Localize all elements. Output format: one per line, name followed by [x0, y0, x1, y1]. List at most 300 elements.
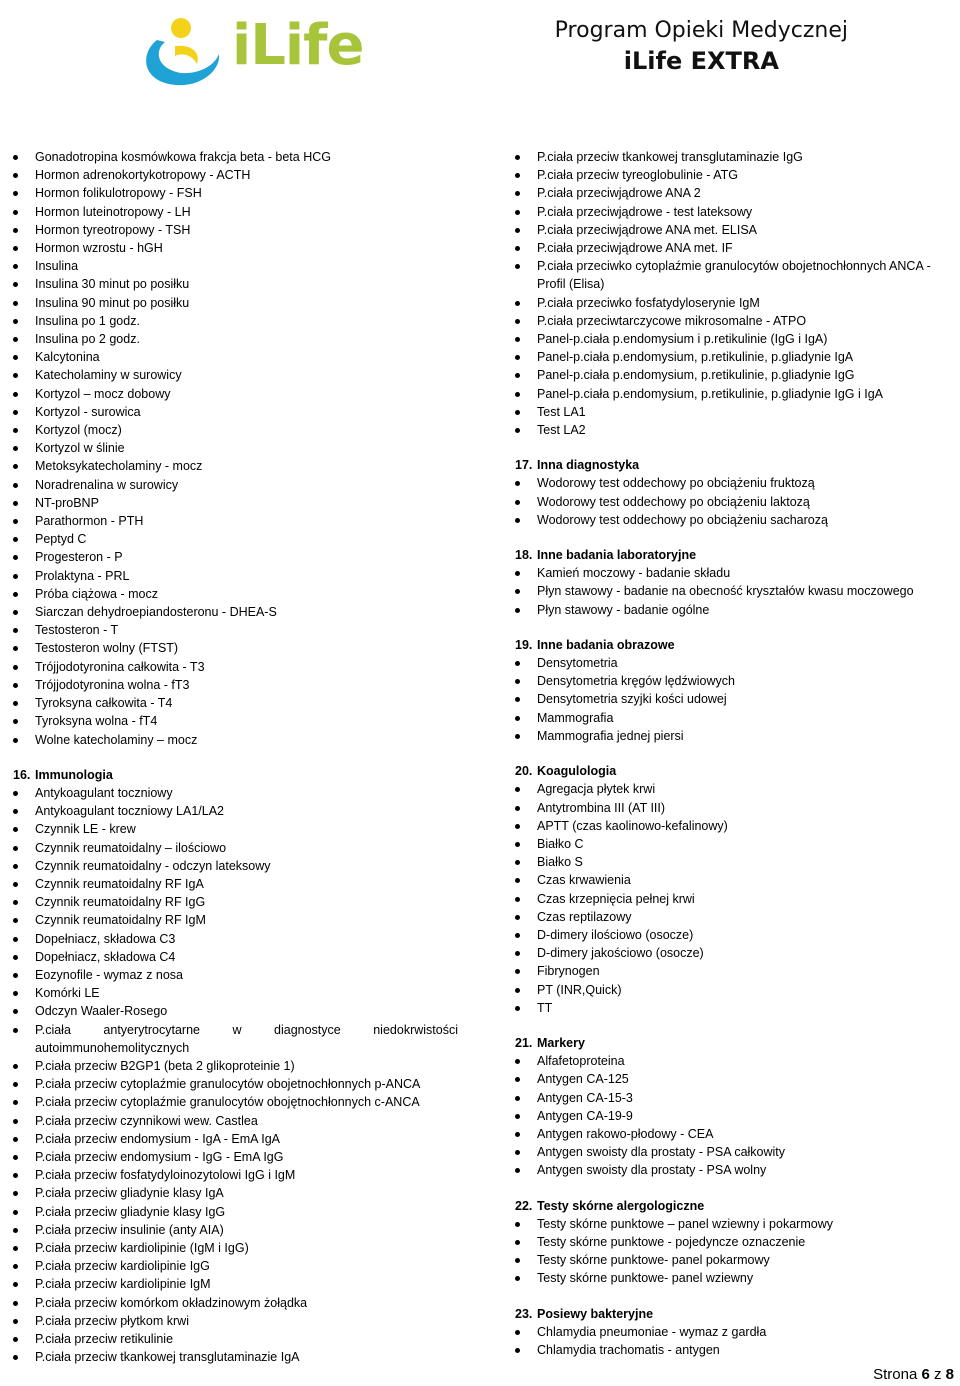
list-item — [13, 1184, 458, 1202]
bullet-icon — [515, 1096, 520, 1101]
list-item-text: Parathormon - PTH — [35, 514, 144, 529]
list-item-text: TT — [537, 1000, 553, 1015]
bullet-icon — [515, 373, 520, 378]
right-sections — [515, 456, 960, 1359]
list-item — [515, 184, 960, 202]
list-item-text: Antygen rakowo-płodowy - CEA — [537, 1126, 714, 1141]
bullet-icon — [515, 355, 520, 360]
list-item — [515, 908, 960, 926]
bullet-icon — [13, 537, 18, 542]
bullet-icon — [515, 933, 520, 938]
page-header — [0, 0, 960, 100]
list-item — [515, 981, 960, 999]
page-total: 8 — [945, 1366, 954, 1383]
list-item — [13, 930, 458, 948]
list-item — [515, 582, 960, 600]
list-item-text: Antytrombina III (AT III) — [537, 800, 666, 815]
left-column — [13, 148, 458, 1366]
list-item-text: P.ciała przeciwko cytoplaźmie granulocytów obojetnochłonnych ANCA - Profil (Elisa) — [537, 259, 931, 292]
list-item-text: Kortyzol w ślinie — [35, 441, 125, 456]
list-item-text: Siarczan dehydroepiandosteronu - DHEA-S — [35, 605, 277, 620]
section-title: Inne badania obrazowe — [537, 637, 675, 652]
bullet-icon — [515, 860, 520, 865]
list-item — [515, 1341, 960, 1359]
list-item-text: Kortyzol - surowica — [35, 404, 141, 419]
list-item — [13, 731, 458, 749]
list-item — [515, 1052, 960, 1070]
section-title: Inne badania laboratoryjne — [537, 548, 697, 563]
list-item-text: Czas reptilazowy — [537, 909, 632, 924]
bullet-icon — [515, 787, 520, 792]
section-heading — [13, 766, 458, 784]
bullet-icon — [13, 1173, 18, 1178]
list-item-text: NT-proBNP — [35, 495, 99, 510]
list-item-text: Insulina 90 minut po posiłku — [35, 295, 190, 310]
section-heading — [515, 1197, 960, 1215]
list-item — [13, 1075, 458, 1093]
list-item-text: Panel-p.ciała p.endomysium i p.retikulinie (IgG i IgA) — [537, 332, 828, 347]
list-item — [13, 257, 458, 275]
bullet-icon — [515, 1006, 520, 1011]
list-item — [13, 148, 458, 166]
list-item-text: Wolne katecholaminy – mocz — [35, 732, 198, 747]
list-item — [13, 839, 458, 857]
bullet-icon — [13, 991, 18, 996]
list-item-text: P.ciała przeciwtarczycowe mikrosomalne - ATPO — [537, 313, 807, 328]
bullet-icon — [13, 610, 18, 615]
list-item-text: Testy skórne punktowe - pojedyncze oznaczenie — [537, 1234, 806, 1249]
list-item-text: Hormon tyreotropowy - TSH — [35, 222, 191, 237]
program-title-line1: Program Opieki Medycznej — [554, 18, 848, 43]
list-item-text: Agregacja płytek krwi — [537, 782, 656, 797]
bullet-icon — [13, 628, 18, 633]
list-item — [13, 948, 458, 966]
bullet-icon — [13, 337, 18, 342]
list-item-text: Kortyzol (mocz) — [35, 423, 122, 438]
list-item-text: P.ciała przeciw tyreoglobulinie - ATG — [537, 168, 739, 183]
page-number: 6 — [921, 1366, 930, 1383]
bullet-icon — [13, 228, 18, 233]
bullet-icon — [515, 716, 520, 721]
list-item-text: Białko S — [537, 855, 583, 870]
list-item-text: P.ciała przeciwjądrowe ANA 2 — [537, 186, 701, 201]
list-item-text: Czas krzepnięcia pełnej krwi — [537, 891, 695, 906]
list-item — [515, 511, 960, 529]
bullet-icon — [13, 592, 18, 597]
bullet-icon — [515, 608, 520, 613]
list-item-text: P.ciała przeciw komórkom okładzinowym żołądka — [35, 1295, 308, 1310]
list-item — [13, 911, 458, 929]
list-item — [13, 221, 458, 239]
bullet-icon — [13, 1282, 18, 1287]
list-item — [13, 603, 458, 621]
bullet-icon — [13, 210, 18, 215]
list-item-text: Test LA1 — [537, 404, 586, 419]
list-item — [13, 585, 458, 603]
section-list — [515, 1323, 960, 1359]
list-item-text: P.ciała przeciwjądrowe - test lateksowy — [537, 204, 753, 219]
list-item-text: Trójjodotyronina całkowita - T3 — [35, 659, 205, 674]
list-item — [515, 403, 960, 421]
list-item — [13, 512, 458, 530]
list-item — [13, 567, 458, 585]
bullet-icon — [515, 571, 520, 576]
list-item — [515, 690, 960, 708]
list-item — [13, 1021, 458, 1057]
list-item-text: P.ciała przeciw insulinie (anty AIA) — [35, 1222, 224, 1237]
bullet-icon — [13, 373, 18, 378]
left-top-list — [13, 148, 458, 749]
section-number: 21. — [515, 1035, 533, 1050]
list-item-text: D-dimery ilościowo (osocze) — [537, 927, 694, 942]
list-item-text: Insulina 30 minut po posiłku — [35, 277, 190, 292]
list-item — [515, 727, 960, 745]
list-item-text: Odczyn Waaler-Rosego — [35, 1004, 168, 1019]
section-list — [13, 784, 458, 1367]
list-item — [515, 1161, 960, 1179]
bullet-icon — [13, 555, 18, 560]
list-item — [13, 239, 458, 257]
list-item — [13, 457, 458, 475]
list-item — [515, 835, 960, 853]
list-item-text: P.ciała przeciw cytoplaźmie granulocytów obojetnochłonnych p-ANCA — [35, 1077, 421, 1092]
page-of: z — [933, 1366, 942, 1383]
list-item-text: P.ciała przeciw fosfatydyloinozytolowi IgG i IgM — [35, 1168, 296, 1183]
bullet-icon — [13, 519, 18, 524]
list-item-text: Testosteron - T — [35, 623, 119, 638]
bullet-icon — [13, 1210, 18, 1215]
list-item — [13, 439, 458, 457]
list-item — [13, 1239, 458, 1257]
list-item-text: Progesteron - P — [35, 550, 123, 565]
list-item — [515, 709, 960, 727]
bullet-icon — [13, 319, 18, 324]
bullet-icon — [13, 1319, 18, 1324]
list-item — [13, 984, 458, 1002]
bullet-icon — [515, 173, 520, 178]
list-item — [13, 1330, 458, 1348]
list-item-text: Chlamydia trachomatis - antygen — [537, 1342, 720, 1357]
right-column — [515, 148, 960, 1359]
list-item-text: Gonadotropina kosmówkowa frakcja beta - beta HCG — [35, 150, 331, 164]
list-item — [515, 294, 960, 312]
list-item — [515, 926, 960, 944]
list-item-text: Czynnik reumatoidalny RF IgA — [35, 876, 204, 891]
list-item-text: D-dimery jakościowo (osocze) — [537, 946, 704, 961]
list-item-text: Czynnik reumatoidalny – ilościowo — [35, 840, 227, 855]
list-item-text: P.ciała przeciw gliadynie klasy IgG — [35, 1204, 226, 1219]
list-item — [13, 639, 458, 657]
bullet-icon — [13, 846, 18, 851]
list-item-text: Płyn stawowy - badanie ogólne — [537, 602, 710, 617]
list-item — [13, 1130, 458, 1148]
logo-wordmark: iLife — [232, 13, 364, 78]
section-list — [515, 780, 960, 1017]
list-item — [13, 275, 458, 293]
list-item — [13, 802, 458, 820]
program-title-line2: iLife EXTRA — [623, 47, 779, 75]
bullet-icon — [515, 824, 520, 829]
list-item-text: P.ciała przeciw płytkom krwi — [35, 1313, 189, 1328]
bullet-icon — [13, 791, 18, 796]
list-item-text: Test LA2 — [537, 423, 586, 438]
bullet-icon — [13, 191, 18, 196]
bullet-icon — [515, 589, 520, 594]
list-item — [515, 1125, 960, 1143]
list-item-text: P.ciała przeciwjądrowe ANA met. ELISA — [537, 222, 758, 237]
list-item — [515, 999, 960, 1017]
bullet-icon — [515, 806, 520, 811]
section-number: 23. — [515, 1306, 533, 1321]
list-item — [515, 1070, 960, 1088]
section-heading — [515, 546, 960, 564]
list-item — [13, 1093, 458, 1111]
list-item-text: Tyroksyna wolna - fT4 — [35, 714, 158, 729]
list-item-text: Insulina — [35, 259, 79, 274]
bullet-icon — [13, 1028, 18, 1033]
list-item-text: Testy skórne punktowe- panel wziewny — [537, 1271, 754, 1286]
bullet-icon — [13, 918, 18, 923]
bullet-icon — [13, 827, 18, 832]
logo-dot — [171, 18, 191, 38]
bullet-icon — [515, 481, 520, 486]
list-item — [515, 421, 960, 439]
list-item-text: Antygen CA-15-3 — [537, 1090, 633, 1105]
list-item — [515, 1251, 960, 1269]
list-item — [515, 780, 960, 798]
list-item — [13, 966, 458, 984]
list-item-text: Antygen swoisty dla prostaty - PSA wolny — [537, 1163, 767, 1178]
section-title: Markery — [537, 1035, 585, 1050]
list-item — [515, 817, 960, 835]
bullet-icon — [515, 392, 520, 397]
list-item-text: Chlamydia pneumoniae - wymaz z gardła — [537, 1324, 767, 1339]
list-item — [515, 148, 960, 166]
list-item-text: Mammografia jednej piersi — [537, 728, 684, 743]
list-item-text: Metoksykatecholaminy - mocz — [35, 459, 203, 474]
list-item-text: Kortyzol – mocz dobowy — [35, 386, 171, 401]
list-item — [515, 203, 960, 221]
bullet-icon — [515, 337, 520, 342]
list-item — [13, 312, 458, 330]
bullet-icon — [13, 900, 18, 905]
bullet-icon — [515, 1059, 520, 1064]
list-item-text: P.ciała przeciwko fosfatydyloserynie IgM — [537, 295, 760, 310]
list-item — [515, 348, 960, 366]
section-title: Testy skórne alergologiczne — [537, 1198, 705, 1213]
logo-swoosh-inner — [175, 46, 198, 64]
list-item — [13, 366, 458, 384]
bullet-icon — [515, 1240, 520, 1245]
bullet-icon — [13, 1301, 18, 1306]
bullet-icon — [13, 501, 18, 506]
bullet-icon — [515, 988, 520, 993]
section-heading — [515, 1305, 960, 1323]
section-title: Koagulologia — [537, 764, 617, 779]
list-item — [13, 330, 458, 348]
list-item-text: P.ciała przeciwjądrowe ANA met. IF — [537, 241, 733, 256]
bullet-icon — [13, 683, 18, 688]
section-heading — [515, 456, 960, 474]
list-item — [13, 548, 458, 566]
list-item — [13, 658, 458, 676]
bullet-icon — [515, 246, 520, 251]
list-item — [515, 672, 960, 690]
bullet-icon — [13, 1100, 18, 1105]
bullet-icon — [13, 1009, 18, 1014]
bullet-icon — [515, 679, 520, 684]
list-item-text: Fibrynogen — [537, 964, 600, 979]
bullet-icon — [13, 483, 18, 488]
section-heading — [515, 636, 960, 654]
bullet-icon — [13, 282, 18, 287]
bullet-icon — [515, 155, 520, 160]
list-item — [515, 239, 960, 257]
bullet-icon — [13, 1082, 18, 1087]
bullet-icon — [13, 1337, 18, 1342]
list-item-text: Alfafetoproteina — [537, 1054, 625, 1069]
list-item-text: Hormon wzrostu - hGH — [35, 241, 163, 256]
list-item-text: Densytometria — [537, 656, 618, 671]
bullet-icon — [515, 915, 520, 920]
bullet-icon — [13, 1119, 18, 1124]
bullet-icon — [515, 1077, 520, 1082]
bullet-icon — [13, 446, 18, 451]
bullet-icon — [13, 864, 18, 869]
bullet-icon — [13, 464, 18, 469]
list-item — [515, 853, 960, 871]
list-item — [515, 330, 960, 348]
list-item-text: Dopełniacz, składowa C3 — [35, 931, 176, 946]
section-list — [515, 564, 960, 619]
bullet-icon — [515, 228, 520, 233]
list-item — [515, 493, 960, 511]
bullet-icon — [13, 646, 18, 651]
bullet-icon — [13, 1155, 18, 1160]
section-number: 18. — [515, 548, 533, 563]
bullet-icon — [13, 1355, 18, 1360]
list-item-text: Antygen swoisty dla prostaty - PSA całkowity — [537, 1145, 786, 1160]
list-item-text: P.ciała przeciw kardiolipinie (IgM i IgG) — [35, 1240, 249, 1255]
list-item-text: Dopełniacz, składowa C4 — [35, 949, 176, 964]
list-item — [515, 1215, 960, 1233]
list-item — [515, 385, 960, 403]
bullet-icon — [13, 809, 18, 814]
list-item-text: Insulina po 1 godz. — [35, 313, 140, 328]
bullet-icon — [515, 1132, 520, 1137]
list-item-text: Testosteron wolny (FTST) — [35, 641, 179, 656]
list-item — [13, 857, 458, 875]
list-item — [13, 1221, 458, 1239]
bullet-icon — [13, 701, 18, 706]
bullet-icon — [13, 665, 18, 670]
list-item-text: Antygen CA-19-9 — [537, 1108, 633, 1123]
list-item-text: Czynnik LE - krew — [35, 822, 136, 837]
bullet-icon — [515, 969, 520, 974]
list-item — [515, 654, 960, 672]
bullet-icon — [13, 738, 18, 743]
list-item — [13, 1148, 458, 1166]
list-item — [13, 421, 458, 439]
list-item-text: Mammografia — [537, 710, 614, 725]
list-item — [13, 893, 458, 911]
list-item-text: Peptyd C — [35, 532, 87, 547]
bullet-icon — [13, 955, 18, 960]
list-item — [515, 1143, 960, 1161]
bullet-icon — [515, 1348, 520, 1353]
list-item — [515, 474, 960, 492]
list-item-text: P.ciała przeciw endomysium - IgG - EmA IgG — [35, 1149, 284, 1164]
list-item-text: Insulina po 2 godz. — [35, 332, 140, 347]
list-item — [515, 564, 960, 582]
list-item-text: P.ciała przeciw B2GP1 (beta 2 glikoproteinie 1) — [35, 1058, 295, 1073]
list-item — [515, 257, 960, 293]
bullet-icon — [515, 878, 520, 883]
section-title: Inna diagnostyka — [537, 458, 640, 473]
list-item — [13, 476, 458, 494]
bullet-icon — [13, 428, 18, 433]
list-item-text: Hormon folikulotropowy - FSH — [35, 186, 202, 201]
list-item — [13, 385, 458, 403]
list-item-text: Katecholaminy w surowicy — [35, 368, 182, 383]
list-item — [515, 890, 960, 908]
bullet-icon — [515, 1330, 520, 1335]
bullet-icon — [13, 410, 18, 415]
list-item-text: Próba ciążowa - mocz — [35, 586, 158, 601]
list-item — [13, 820, 458, 838]
section-heading — [515, 1034, 960, 1052]
bullet-icon — [13, 392, 18, 397]
bullet-icon — [13, 719, 18, 724]
list-item — [515, 871, 960, 889]
page-footer — [873, 1366, 954, 1383]
list-item — [515, 1323, 960, 1341]
section-list — [515, 474, 960, 529]
section-title: Immunologia — [35, 767, 113, 782]
bullet-icon — [13, 1246, 18, 1251]
bullet-icon — [13, 574, 18, 579]
list-item — [13, 1348, 458, 1366]
list-item-text: PT (INR,Quick) — [537, 982, 622, 997]
list-item-text: Kamień moczowy - badanie składu — [537, 566, 731, 581]
bullet-icon — [515, 1168, 520, 1173]
section-title: Posiewy bakteryjne — [537, 1306, 654, 1321]
bullet-icon — [13, 155, 18, 160]
list-item — [13, 1257, 458, 1275]
list-item-text: P.ciała przeciw endomysium - IgA - EmA IgA — [35, 1131, 281, 1146]
bullet-icon — [13, 882, 18, 887]
list-item — [13, 1057, 458, 1075]
list-item-text: Białko C — [537, 836, 584, 851]
list-item-text: Wodorowy test oddechowy po obciążeniu sacharozą — [537, 512, 828, 527]
list-item — [13, 1312, 458, 1330]
list-item — [515, 1269, 960, 1287]
section-number: 20. — [515, 764, 533, 779]
bullet-icon — [13, 973, 18, 978]
bullet-icon — [515, 301, 520, 306]
list-item-text: Antykoagulant toczniowy — [35, 785, 173, 800]
list-item-text: Płyn stawowy - badanie na obecność kryształów kwasu moczowego — [537, 584, 914, 599]
bullet-icon — [515, 319, 520, 324]
list-item-text: Antygen CA-125 — [537, 1072, 629, 1087]
list-item-text: Eozynofile - wymaz z nosa — [35, 967, 183, 982]
list-item — [515, 1089, 960, 1107]
bullet-icon — [515, 697, 520, 702]
list-item — [515, 962, 960, 980]
list-item-text: P.ciała przeciw cytoplaźmie granulocytów obojętnochłonnych c-ANCA — [35, 1095, 420, 1110]
list-item-text: P.ciała przeciw tkankowej transglutaminazie IgA — [35, 1350, 300, 1365]
list-item — [515, 312, 960, 330]
